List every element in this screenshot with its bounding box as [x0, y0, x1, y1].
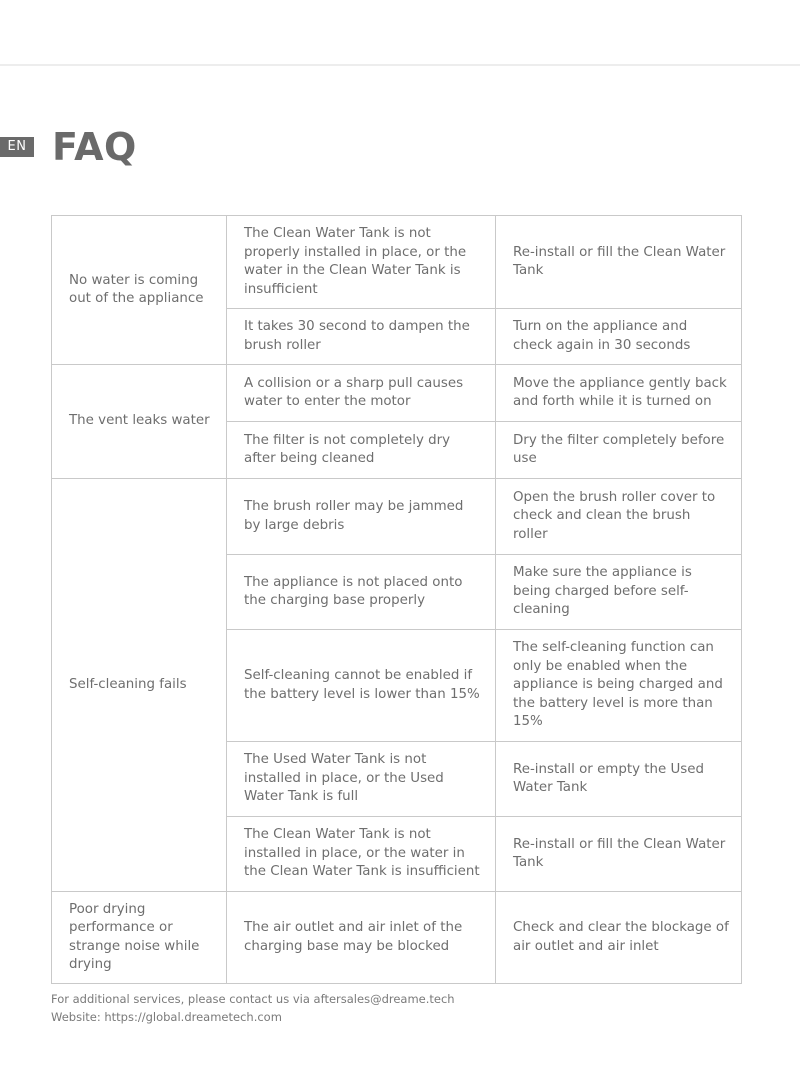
table-row — [52, 365, 742, 422]
problem-cell: Poor drying performance or strange noise while drying — [52, 892, 227, 984]
solution-cell: Re-install or empty the Used Water Tank — [496, 742, 742, 817]
solution-cell: Re-install or fill the Clean Water Tank — [496, 817, 742, 892]
top-divider — [0, 64, 800, 66]
table-row — [52, 892, 742, 984]
solution-cell: Open the brush roller cover to check and clean the brush roller — [496, 479, 742, 555]
language-badge: EN — [0, 137, 34, 157]
cause-cell: A collision or a sharp pull causes water to enter the motor — [227, 365, 496, 422]
faq-table — [51, 215, 742, 984]
cause-cell: The brush roller may be jammed by large debris — [227, 479, 496, 555]
cause-cell: The Clean Water Tank is not properly installed in place, or the water in the Clean Water Tank is insufficient — [227, 216, 496, 309]
problem-cell: Self-cleaning fails — [52, 479, 227, 892]
solution-cell: Move the appliance gently back and forth while it is turned on — [496, 365, 742, 422]
contact-line: For additional services, please contact us via aftersales@dreame.tech — [51, 992, 455, 1006]
table-row — [52, 216, 742, 309]
cause-cell: It takes 30 second to dampen the brush roller — [227, 309, 496, 365]
solution-cell: Turn on the appliance and check again in 30 seconds — [496, 309, 742, 365]
website-line: Website: https://global.dreametech.com — [51, 1010, 282, 1024]
cause-cell: Self-cleaning cannot be enabled if the battery level is lower than 15% — [227, 630, 496, 742]
cause-cell: The filter is not completely dry after being cleaned — [227, 422, 496, 479]
page-title: FAQ — [52, 125, 137, 169]
table-row — [52, 479, 742, 555]
cause-cell: The air outlet and air inlet of the charging base may be blocked — [227, 892, 496, 984]
problem-cell: No water is coming out of the appliance — [52, 216, 227, 365]
solution-cell: Check and clear the blockage of air outlet and air inlet — [496, 892, 742, 984]
solution-cell: Make sure the appliance is being charged before self-cleaning — [496, 555, 742, 630]
cause-cell: The Used Water Tank is not installed in place, or the Used Water Tank is full — [227, 742, 496, 817]
solution-cell: Dry the filter completely before use — [496, 422, 742, 479]
cause-cell: The appliance is not placed onto the charging base properly — [227, 555, 496, 630]
problem-cell: The vent leaks water — [52, 365, 227, 479]
footer — [51, 990, 455, 1026]
cause-cell: The Clean Water Tank is not installed in place, or the water in the Clean Water Tank is insufficient — [227, 817, 496, 892]
solution-cell: Re-install or fill the Clean Water Tank — [496, 216, 742, 309]
solution-cell: The self-cleaning function can only be enabled when the appliance is being charged and the battery level is more than 15% — [496, 630, 742, 742]
